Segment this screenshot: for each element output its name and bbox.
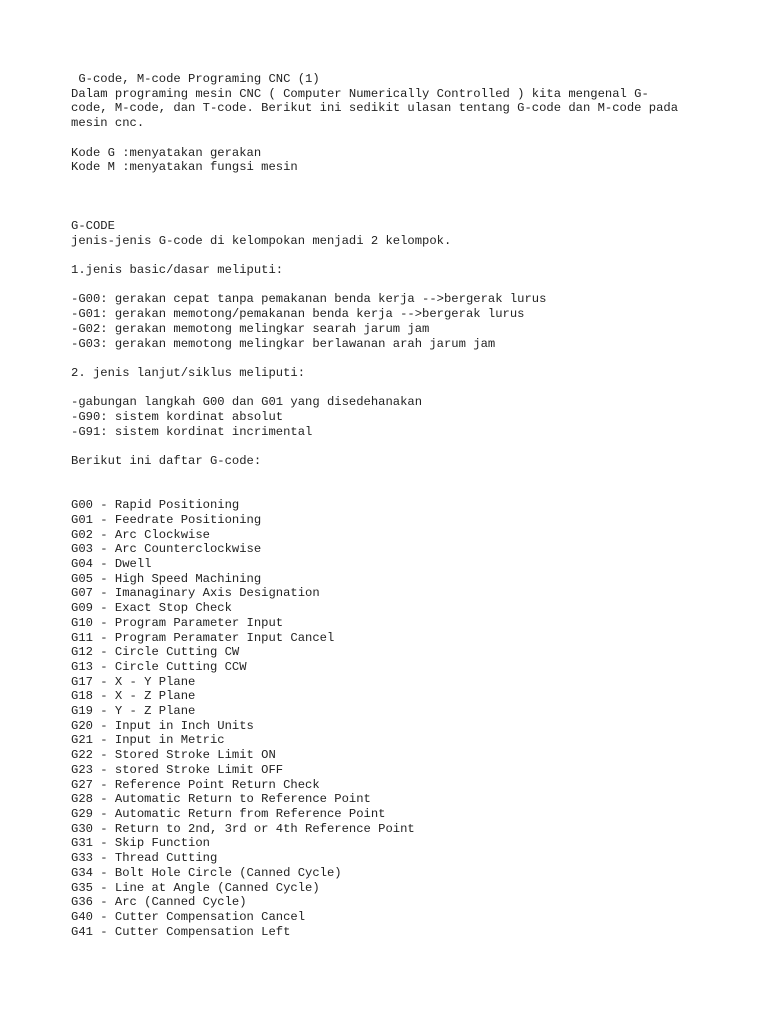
blank-line [71,484,751,499]
blank-line [71,190,751,205]
gcode-list-item: G19 - Y - Z Plane [71,704,196,719]
blank-line [71,131,751,146]
blank-line [71,381,751,396]
basic-code-item: -G02: gerakan memotong melingkar searah jarum jam [71,321,430,336]
gcode-list-item: G36 - Arc (Canned Cycle) [71,895,247,910]
gcode-list-item: G22 - Stored Stroke Limit ON [71,748,276,763]
document-body [71,72,751,939]
gcode-list-item: G00 - Rapid Positioning [71,498,240,513]
gcode-list-item: G02 - Arc Clockwise [71,527,210,542]
intro-paragraph-line: Dalam programing mesin CNC ( Computer Numerically Controlled ) kita mengenal G- [71,86,649,101]
blank-line [71,204,751,219]
intro-paragraph-line: mesin cnc. [71,116,145,131]
gcode-list-item: G28 - Automatic Return to Reference Point [71,792,371,807]
blank-line [71,351,751,366]
gcode-list-item: G20 - Input in Inch Units [71,718,254,733]
gcode-list-item: G05 - High Speed Machining [71,571,262,586]
gcode-list-item: G03 - Arc Counterclockwise [71,542,262,557]
gcode-list-item: G18 - X - Z Plane [71,689,196,704]
gcode-list-item: G29 - Automatic Return from Reference Point [71,806,386,821]
blank-line [71,278,751,293]
blank-line [71,175,751,190]
blank-line [71,248,751,263]
gcode-list-item: G30 - Return to 2nd, 3rd or 4th Reference Point [71,821,415,836]
basic-code-item: -G01: gerakan memotong/pemakanan benda kerja -->bergerak lurus [71,307,525,322]
blank-line [71,469,751,484]
blank-line [71,439,751,454]
section-heading: G-CODE [71,218,115,233]
advanced-code-item: -G91: sistem kordinat incrimental [71,424,313,439]
gcode-list-item: G35 - Line at Angle (Canned Cycle) [71,880,320,895]
gcode-list-item: G41 - Cutter Compensation Left [71,924,291,939]
subsection-heading: 1.jenis basic/dasar meliputi: [71,263,284,278]
gcode-list-item: G09 - Exact Stop Check [71,601,232,616]
gcode-list-item: G12 - Circle Cutting CW [71,645,240,660]
gcode-list-item: G33 - Thread Cutting [71,851,218,866]
gcode-list-item: G10 - Program Parameter Input [71,615,284,630]
gcode-list-item: G04 - Dwell [71,557,152,572]
subsection-heading: 2. jenis lanjut/siklus meliputi: [71,365,306,380]
gcode-list-item: G07 - Imanaginary Axis Designation [71,586,320,601]
gcode-list-item: G01 - Feedrate Positioning [71,512,262,527]
gcode-list-item: G34 - Bolt Hole Circle (Canned Cycle) [71,865,342,880]
gcode-list-item: G31 - Skip Function [71,836,210,851]
gcode-list-item: G27 - Reference Point Return Check [71,777,320,792]
document-title: G-code, M-code Programing CNC (1) [71,72,320,86]
gcode-list-item: G40 - Cutter Compensation Cancel [71,909,306,924]
gcode-list-item: G21 - Input in Metric [71,733,225,748]
basic-code-item: -G03: gerakan memotong melingkar berlawanan arah jarum jam [71,336,496,351]
code-definition-line: Kode G :menyatakan gerakan [71,145,262,160]
advanced-code-item: -G90: sistem kordinat absolut [71,410,284,425]
advanced-code-item: -gabungan langkah G00 dan G01 yang disedehanakan [71,395,423,410]
gcode-list-item: G13 - Circle Cutting CCW [71,659,247,674]
list-intro-line: Berikut ini daftar G-code: [71,454,262,469]
intro-paragraph-line: code, M-code, dan T-code. Berikut ini sedikit ulasan tentang G-code dan M-code pada [71,101,679,116]
gcode-list-item: G17 - X - Y Plane [71,674,196,689]
basic-code-item: -G00: gerakan cepat tanpa pemakanan benda kerja -->bergerak lurus [71,292,547,307]
gcode-list-item: G23 - stored Stroke Limit OFF [71,762,284,777]
code-definition-line: Kode M :menyatakan fungsi mesin [71,160,298,175]
gcode-list-item: G11 - Program Peramater Input Cancel [71,630,335,645]
section-intro-line: jenis-jenis G-code di kelompokan menjadi 2 kelompok. [71,233,452,248]
